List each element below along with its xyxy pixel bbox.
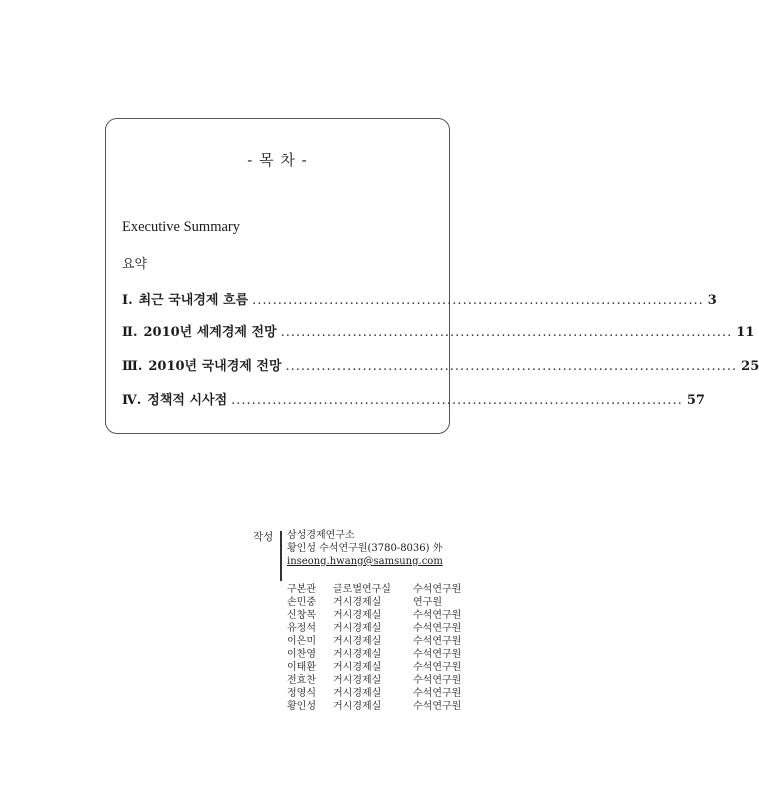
staff-name: 구본관 [287,584,316,595]
toc-entry-numeral: Ⅲ. [122,359,143,374]
staff-name: 전효찬 [287,675,316,686]
toc-entry-title: 2010년 국내경제 전망 [148,359,282,374]
toc-entry-title: 정책적 시사점 [147,393,228,408]
staff-dept: 거시경제실 [333,623,382,634]
lead-author: 황인성 수석연구원(3780-8036) 外 [287,543,443,554]
staff-name: 이은미 [287,636,316,647]
staff-title: 수석연구원 [413,584,462,595]
toc-entry-page: 11 [736,325,755,340]
staff-dept: 거시경제실 [333,688,382,699]
staff-dept: 글로벌연구실 [333,584,391,595]
staff-dept: 거시경제실 [333,649,382,660]
institute-name: 삼성경제연구소 [287,530,355,541]
staff-dept: 거시경제실 [333,610,382,621]
staff-name: 이태환 [287,662,316,673]
divider [280,531,282,581]
toc-entry-page: 3 [707,293,717,308]
staff-row [287,674,461,687]
staff-name: 신창목 [287,610,316,621]
staff-title: 수석연구원 [413,688,462,699]
table-of-contents-box [105,118,759,434]
staff-row [287,635,461,648]
toc-entry-numeral: Ⅳ. [122,393,142,408]
staff-dept: 거시경제실 [333,597,382,608]
dot-leader: ........................................................................................ [231,393,683,408]
toc-entry-page: 25 [741,359,759,374]
staff-list [287,583,461,713]
dot-leader: ........................................................................................ [280,325,733,340]
staff-title: 연구원 [413,597,442,608]
staff-dept: 거시경제실 [333,636,382,647]
toc-executive-summary[interactable]: Executive Summary [122,219,240,235]
toc-summary[interactable]: 요약 [122,257,148,272]
dot-leader: ........................................................................................ [285,359,738,374]
staff-title: 수석연구원 [413,636,462,647]
staff-dept: 거시경제실 [333,662,382,673]
staff-title: 수석연구원 [413,675,462,686]
staff-title: 수석연구원 [413,610,462,621]
staff-title: 수석연구원 [413,649,462,660]
staff-dept: 거시경제실 [333,675,382,686]
toc-entry[interactable] [122,321,755,341]
toc-entry-page: 57 [686,393,705,408]
toc-entry[interactable] [122,389,705,409]
author-main-info [287,529,443,568]
staff-row [287,622,461,635]
author-email-link[interactable]: inseong.hwang@samsung.com [287,556,443,567]
staff-row [287,583,461,596]
staff-row [287,609,461,622]
staff-name: 손민중 [287,597,316,608]
staff-title: 수석연구원 [413,623,462,634]
toc-entry[interactable] [122,289,717,309]
staff-name: 황인성 [287,701,316,712]
toc-entry-title: 2010년 세계경제 전망 [143,325,277,340]
staff-title: 수석연구원 [413,701,462,712]
dot-leader: ........................................................................................ [252,293,704,308]
staff-name: 정영식 [287,688,316,699]
staff-name: 유정석 [287,623,316,634]
staff-row [287,648,461,661]
toc-title: - 목 차 - [247,151,308,169]
staff-title: 수석연구원 [413,662,462,673]
staff-row [287,700,461,713]
staff-name: 이찬영 [287,649,316,660]
staff-row [287,687,461,700]
toc-entry-numeral: Ⅱ. [122,325,138,340]
staff-row [287,661,461,674]
toc-entry-title: 최근 국내경제 흐름 [138,293,249,308]
staff-row [287,596,461,609]
author-label: 작성 [253,531,274,543]
toc-entry[interactable] [122,355,759,375]
toc-entry-numeral: Ⅰ. [122,293,133,308]
staff-dept: 거시경제실 [333,701,382,712]
